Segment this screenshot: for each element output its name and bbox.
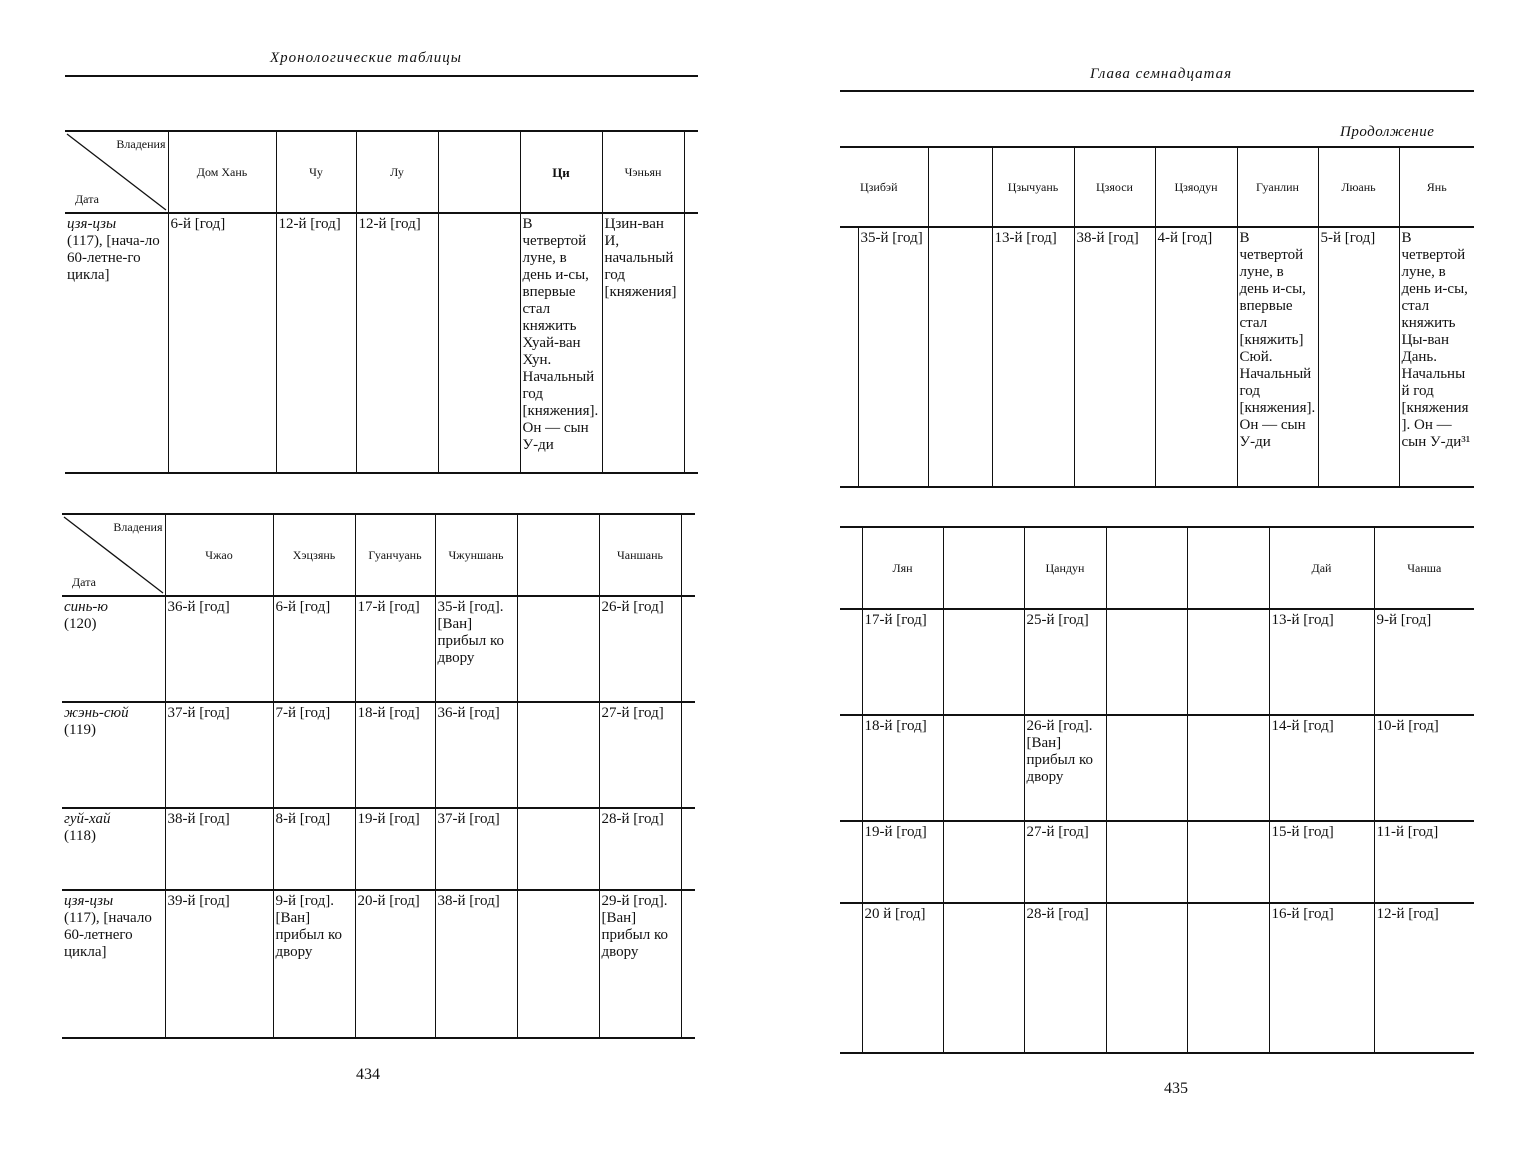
table-cell bbox=[1187, 903, 1269, 1053]
column-header: Чанша bbox=[1374, 527, 1474, 609]
right-running-header: Глава семнадцатая bbox=[1090, 66, 1233, 82]
date-cyclic-name: жэнь-сюй bbox=[64, 705, 129, 721]
column-header bbox=[1187, 527, 1269, 609]
table-cell: 39-й [год] bbox=[165, 890, 273, 1038]
table-cell: 28-й [год] bbox=[1024, 903, 1106, 1053]
column-header bbox=[943, 527, 1024, 609]
corner-label-top: Владения bbox=[113, 520, 163, 534]
date-cell bbox=[62, 596, 165, 702]
right-page-number: 435 bbox=[1164, 1080, 1188, 1097]
table-cell: 12-й [год] bbox=[1374, 903, 1474, 1053]
date-year: (117), [нача-ло 60-летне-го цикла] bbox=[67, 233, 160, 283]
table-cell: 6-й [год] bbox=[168, 213, 276, 473]
corner-label-bottom: Дата bbox=[72, 575, 96, 589]
table-cell: 37-й [год] bbox=[435, 808, 517, 890]
table-row bbox=[62, 808, 695, 890]
left-table-1-header bbox=[65, 131, 698, 213]
table-cell: 26-й [год] bbox=[599, 596, 681, 702]
table-row bbox=[840, 903, 1474, 1053]
table-cell: 36-й [год] bbox=[435, 702, 517, 808]
table-cell: 7-й [год] bbox=[273, 702, 355, 808]
date-cyclic-name: синь-ю bbox=[64, 599, 108, 615]
date-cyclic-name: цзя-цзы bbox=[64, 893, 114, 909]
date-year: (118) bbox=[64, 828, 96, 844]
left-page-number: 434 bbox=[356, 1066, 380, 1083]
column-header bbox=[438, 131, 520, 213]
table-cell: В четвертой луне, в день и-сы, впервые стал княжить Хуай-ван Хун. Начальный год [княжения]. Он — сын У-ди bbox=[520, 213, 602, 473]
table-cell bbox=[1187, 715, 1269, 821]
column-header: Чу bbox=[276, 131, 356, 213]
table-cell: 15-й [год] bbox=[1269, 821, 1374, 903]
table-cell bbox=[517, 808, 599, 890]
table-cell bbox=[943, 903, 1024, 1053]
date-cell bbox=[65, 213, 168, 473]
table-row bbox=[840, 227, 1474, 487]
left-header-rule bbox=[65, 75, 698, 77]
table-cell: 9-й [год] bbox=[1374, 609, 1474, 715]
table-cell: 38-й [год] bbox=[435, 890, 517, 1038]
corner-cell bbox=[62, 514, 165, 596]
table-row bbox=[840, 821, 1474, 903]
date-cell bbox=[62, 890, 165, 1038]
table-cell: 27-й [год] bbox=[1024, 821, 1106, 903]
table-cell: 17-й [год] bbox=[355, 596, 435, 702]
right-table-1 bbox=[840, 146, 1474, 488]
table-cell: 37-й [год] bbox=[165, 702, 273, 808]
column-header: Чжуншань bbox=[435, 514, 517, 596]
table-cell bbox=[517, 890, 599, 1038]
column-header: Янь bbox=[1399, 147, 1474, 227]
table-cell: 17-й [год] bbox=[862, 609, 943, 715]
table-cell: 18-й [год] bbox=[355, 702, 435, 808]
left-table-2 bbox=[62, 513, 695, 1039]
table-cell: 13-й [год] bbox=[1269, 609, 1374, 715]
date-cell bbox=[62, 808, 165, 890]
table-cell: 16-й [год] bbox=[1269, 903, 1374, 1053]
table-cell: 28-й [год] bbox=[599, 808, 681, 890]
column-header: Лу bbox=[356, 131, 438, 213]
table-cell: 36-й [год] bbox=[165, 596, 273, 702]
table-cell: 25-й [год] bbox=[1024, 609, 1106, 715]
column-header bbox=[517, 514, 599, 596]
table-row bbox=[840, 609, 1474, 715]
column-header: Люань bbox=[1318, 147, 1399, 227]
column-header: Чэньян bbox=[602, 131, 684, 213]
date-year: (120) bbox=[64, 616, 97, 632]
table-cell: 13-й [год] bbox=[992, 227, 1074, 487]
column-header bbox=[928, 147, 992, 227]
table-cell: 38-й [год] bbox=[1074, 227, 1155, 487]
table-row bbox=[65, 213, 698, 473]
date-cyclic-name: гуй-хай bbox=[64, 811, 111, 827]
table-cell: 9-й [год]. [Ван] прибыл ко двору bbox=[273, 890, 355, 1038]
table-cell: 19-й [год] bbox=[355, 808, 435, 890]
table-cell bbox=[1187, 609, 1269, 715]
left-table-2-header bbox=[62, 514, 695, 596]
table-cell bbox=[1106, 715, 1187, 821]
table-cell: 29-й [год]. [Ван] прибыл ко двору bbox=[599, 890, 681, 1038]
column-header: Гуанчуань bbox=[355, 514, 435, 596]
corner-label-top: Владения bbox=[116, 137, 166, 151]
column-header: Цзычуань bbox=[992, 147, 1074, 227]
table-cell: 4-й [год] bbox=[1155, 227, 1237, 487]
right-table-2 bbox=[840, 526, 1474, 1054]
column-header: Цзяоси bbox=[1074, 147, 1155, 227]
table-cell: 18-й [год] bbox=[862, 715, 943, 821]
table-cell: 14-й [год] bbox=[1269, 715, 1374, 821]
column-header: Чаншань bbox=[599, 514, 681, 596]
right-table-1-header bbox=[840, 147, 1474, 227]
table-cell bbox=[438, 213, 520, 473]
column-header: Гуанлин bbox=[1237, 147, 1318, 227]
table-cell: 11-й [год] bbox=[1374, 821, 1474, 903]
table-cell: 26-й [год]. [Ван] прибыл ко двору bbox=[1024, 715, 1106, 821]
column-header: Цзибэй bbox=[858, 147, 928, 227]
column-header: Ци bbox=[520, 131, 602, 213]
date-cyclic-name: цзя-цзы bbox=[67, 216, 117, 232]
corner-cell bbox=[65, 131, 168, 213]
table-row bbox=[62, 596, 695, 702]
table-cell bbox=[943, 715, 1024, 821]
left-table-1 bbox=[65, 130, 698, 474]
table-cell: 5-й [год] bbox=[1318, 227, 1399, 487]
table-cell: 6-й [год] bbox=[273, 596, 355, 702]
table-cell: В четвертой луне, в день и-сы, стал княжить Цы-ван Дань. Начальный год [княжения]. Он — сын У-ди³¹ bbox=[1399, 227, 1474, 487]
left-running-header: Хронологические таблицы bbox=[270, 50, 462, 66]
table-cell: 20-й [год] bbox=[355, 890, 435, 1038]
column-header: Хэцзянь bbox=[273, 514, 355, 596]
table-cell: В четвертой луне, в день и-сы, впервые стал [княжить] Сюй. Начальный год [княжения]. Он — сын У-ди bbox=[1237, 227, 1318, 487]
table-cell bbox=[1106, 609, 1187, 715]
table-cell bbox=[517, 702, 599, 808]
date-year: (119) bbox=[64, 722, 96, 738]
column-header: Дом Хань bbox=[168, 131, 276, 213]
column-header: Цандун bbox=[1024, 527, 1106, 609]
continuation-label: Продолжение bbox=[1340, 124, 1435, 140]
table-cell bbox=[517, 596, 599, 702]
table-cell bbox=[943, 821, 1024, 903]
table-cell bbox=[1187, 821, 1269, 903]
table-cell bbox=[928, 227, 992, 487]
table-cell: 27-й [год] bbox=[599, 702, 681, 808]
table-cell bbox=[1106, 821, 1187, 903]
table-cell: 35-й [год] bbox=[858, 227, 928, 487]
right-table-2-header bbox=[840, 527, 1474, 609]
table-cell: 19-й [год] bbox=[862, 821, 943, 903]
table-row bbox=[840, 715, 1474, 821]
table-cell: 8-й [год] bbox=[273, 808, 355, 890]
table-cell: 38-й [год] bbox=[165, 808, 273, 890]
table-cell: 20 й [год] bbox=[862, 903, 943, 1053]
table-cell: 10-й [год] bbox=[1374, 715, 1474, 821]
column-header: Цзяодун bbox=[1155, 147, 1237, 227]
date-cell bbox=[62, 702, 165, 808]
table-cell: 35-й [год]. [Ван] прибыл ко двору bbox=[435, 596, 517, 702]
table-row bbox=[62, 702, 695, 808]
date-year: (117), [начало 60-летнего цикла] bbox=[64, 910, 152, 960]
table-row bbox=[62, 890, 695, 1038]
corner-label-bottom: Дата bbox=[75, 192, 99, 206]
column-header bbox=[1106, 527, 1187, 609]
column-header: Дай bbox=[1269, 527, 1374, 609]
table-cell: Цзин-ван И, начальный год [княжения] bbox=[602, 213, 684, 473]
right-header-rule bbox=[840, 90, 1474, 92]
table-cell: 12-й [год] bbox=[356, 213, 438, 473]
table-cell bbox=[1106, 903, 1187, 1053]
column-header: Лян bbox=[862, 527, 943, 609]
table-cell: 12-й [год] bbox=[276, 213, 356, 473]
table-cell bbox=[943, 609, 1024, 715]
column-header: Чжао bbox=[165, 514, 273, 596]
